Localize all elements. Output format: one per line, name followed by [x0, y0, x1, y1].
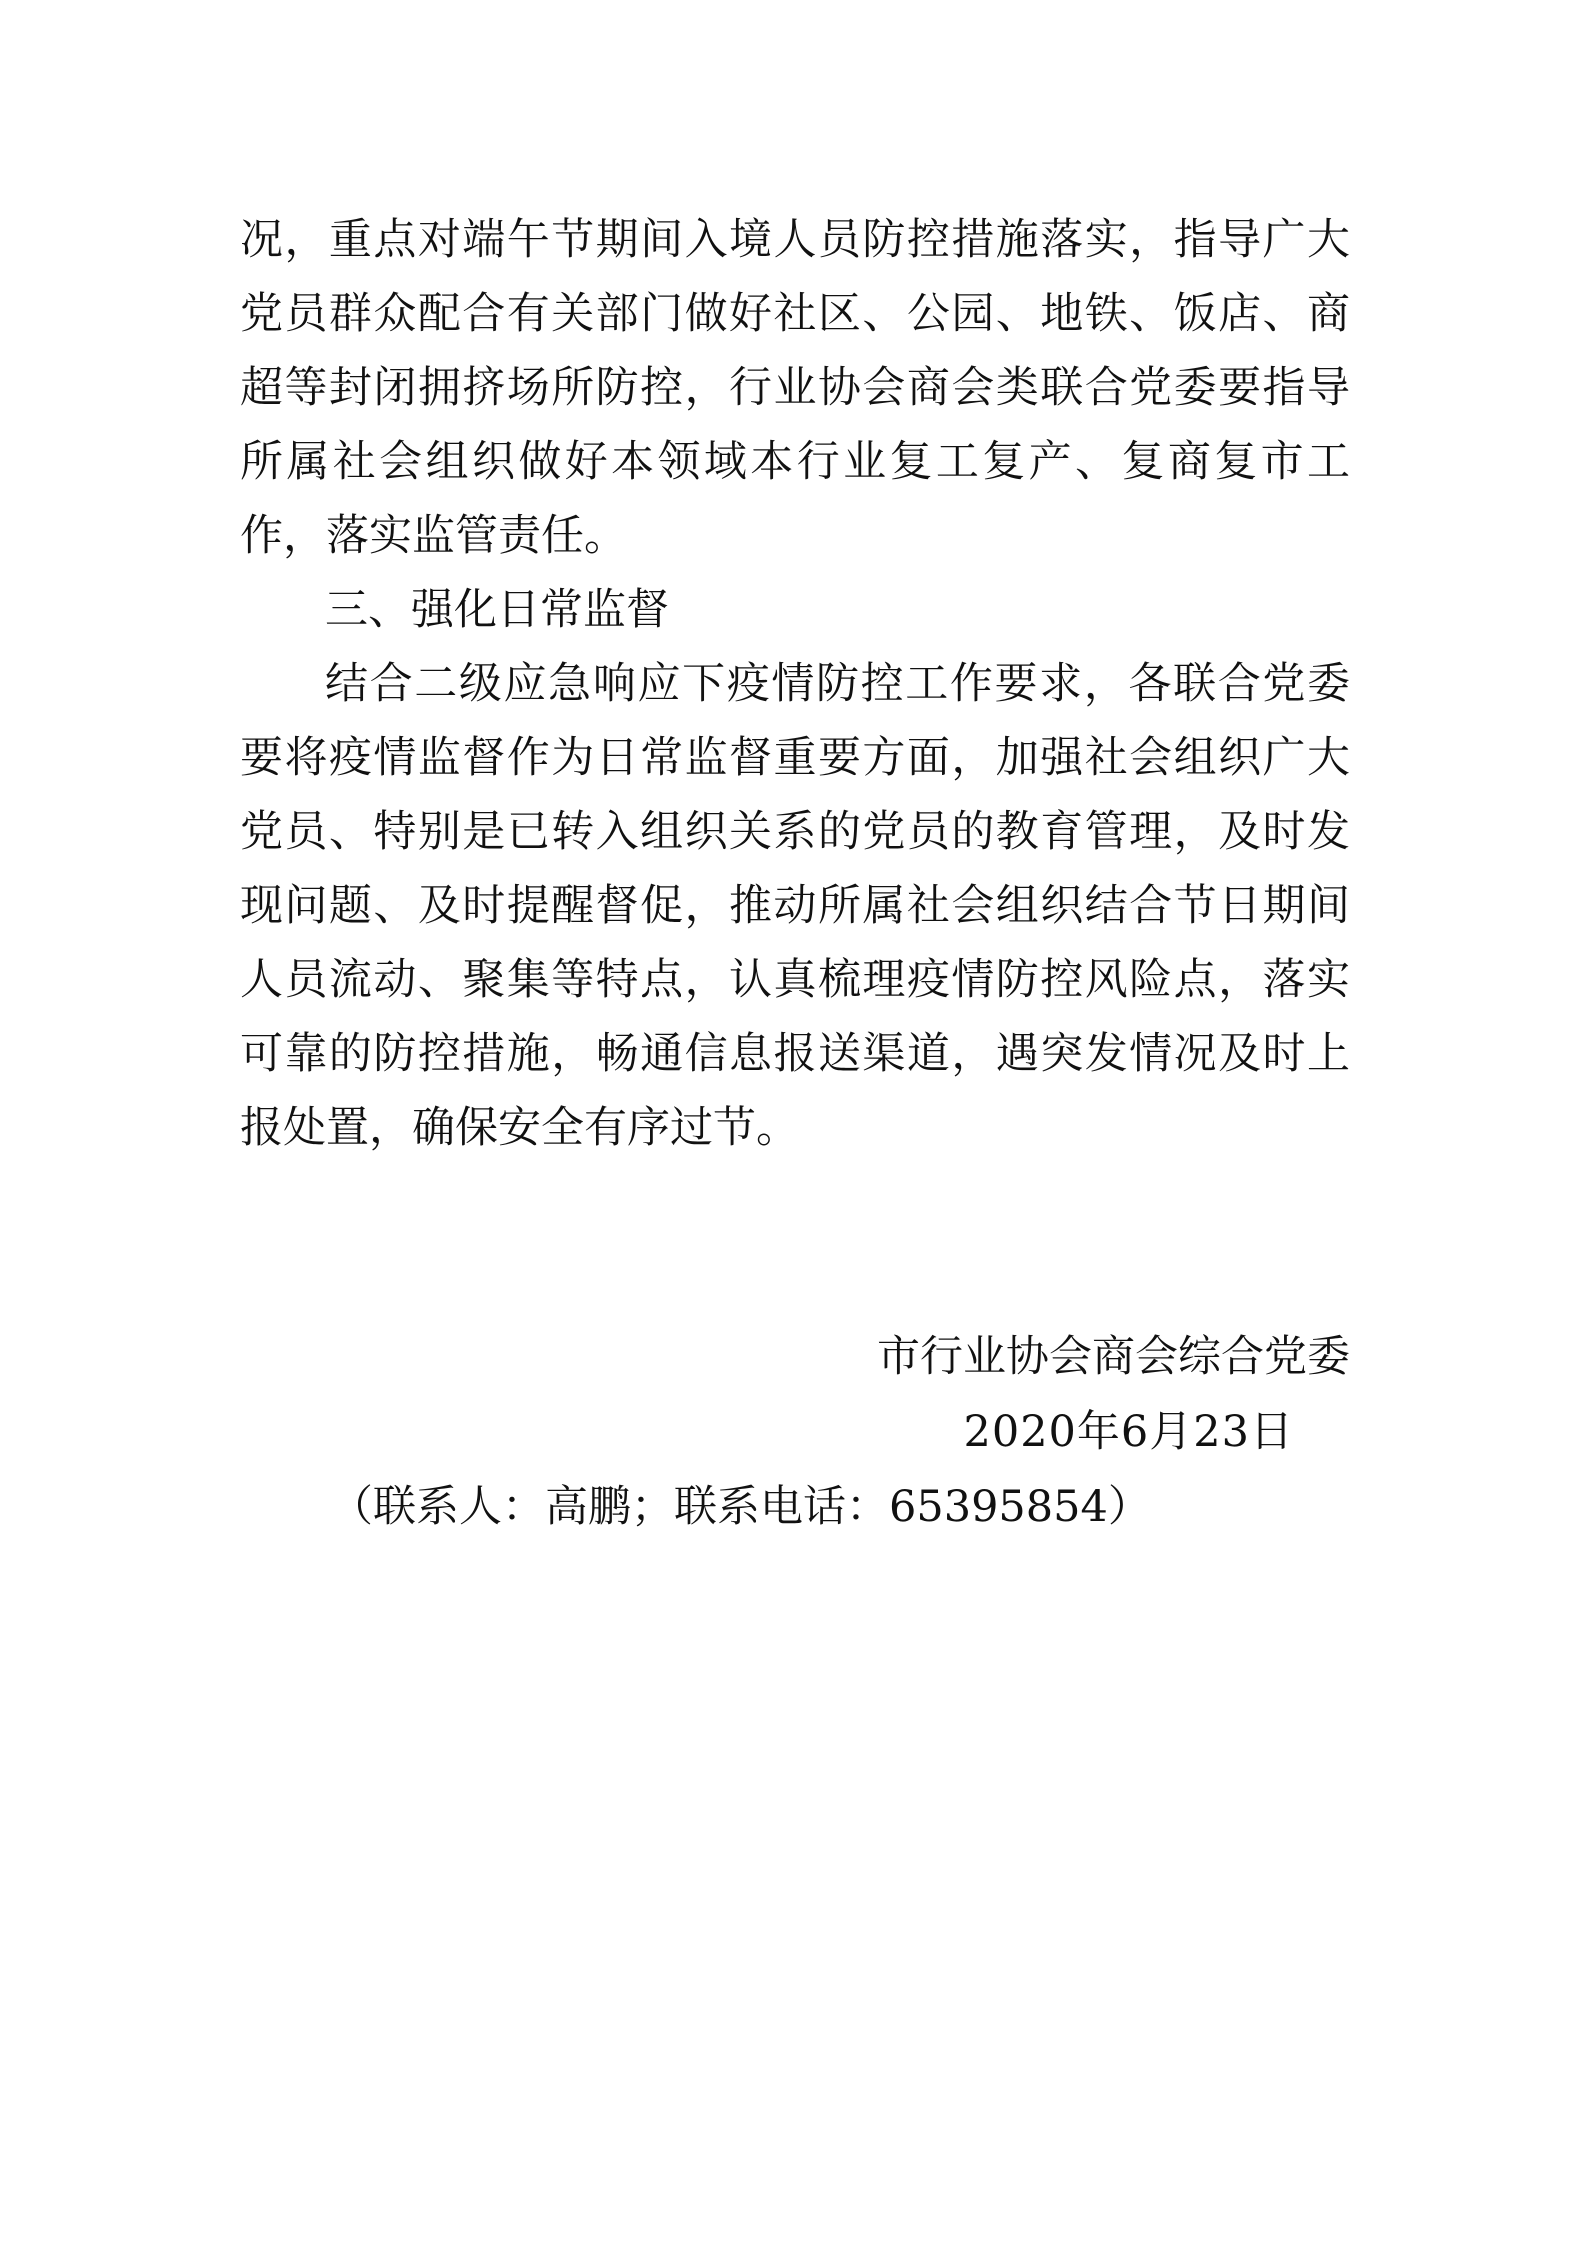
paragraph-line: 报处置，确保安全有序过节。 — [240, 1103, 799, 1153]
section-heading: 三、强化日常监督 — [325, 585, 669, 635]
paragraph-line: 要将疫情监督作为日常监督重要方面，加强社会组织广大 — [240, 733, 1350, 783]
paragraph-line: 人员流动、聚集等特点，认真梳理疫情防控风险点，落实 — [240, 955, 1350, 1005]
paragraph-line: 党员、特别是已转入组织关系的党员的教育管理，及时发 — [240, 807, 1350, 857]
paragraph-line: 况，重点对端午节期间入境人员防控措施落实，指导广大 — [240, 215, 1350, 265]
signature-organization: 市行业协会商会综合党委 — [877, 1332, 1350, 1382]
paragraph-line: 超等封闭拥挤场所防控，行业协会商会类联合党委要指导 — [240, 363, 1350, 413]
paragraph-line: 作，落实监管责任。 — [240, 511, 627, 561]
paragraph-line: 现问题、及时提醒督促，推动所属社会组织结合节日期间 — [240, 881, 1350, 931]
signature-date: 2020年6月23日 — [963, 1407, 1294, 1457]
paragraph-line: 结合二级应急响应下疫情防控工作要求，各联合党委 — [325, 659, 1350, 709]
paragraph-line: 党员群众配合有关部门做好社区、公园、地铁、饭店、商 — [240, 289, 1350, 339]
paragraph-line: 可靠的防控措施，畅通信息报送渠道，遇突发情况及时上 — [240, 1029, 1350, 1079]
paragraph-line: 所属社会组织做好本领域本行业复工复产、复商复市工 — [240, 437, 1350, 487]
contact-info: （联系人：高鹏；联系电话：65395854） — [330, 1482, 1151, 1532]
